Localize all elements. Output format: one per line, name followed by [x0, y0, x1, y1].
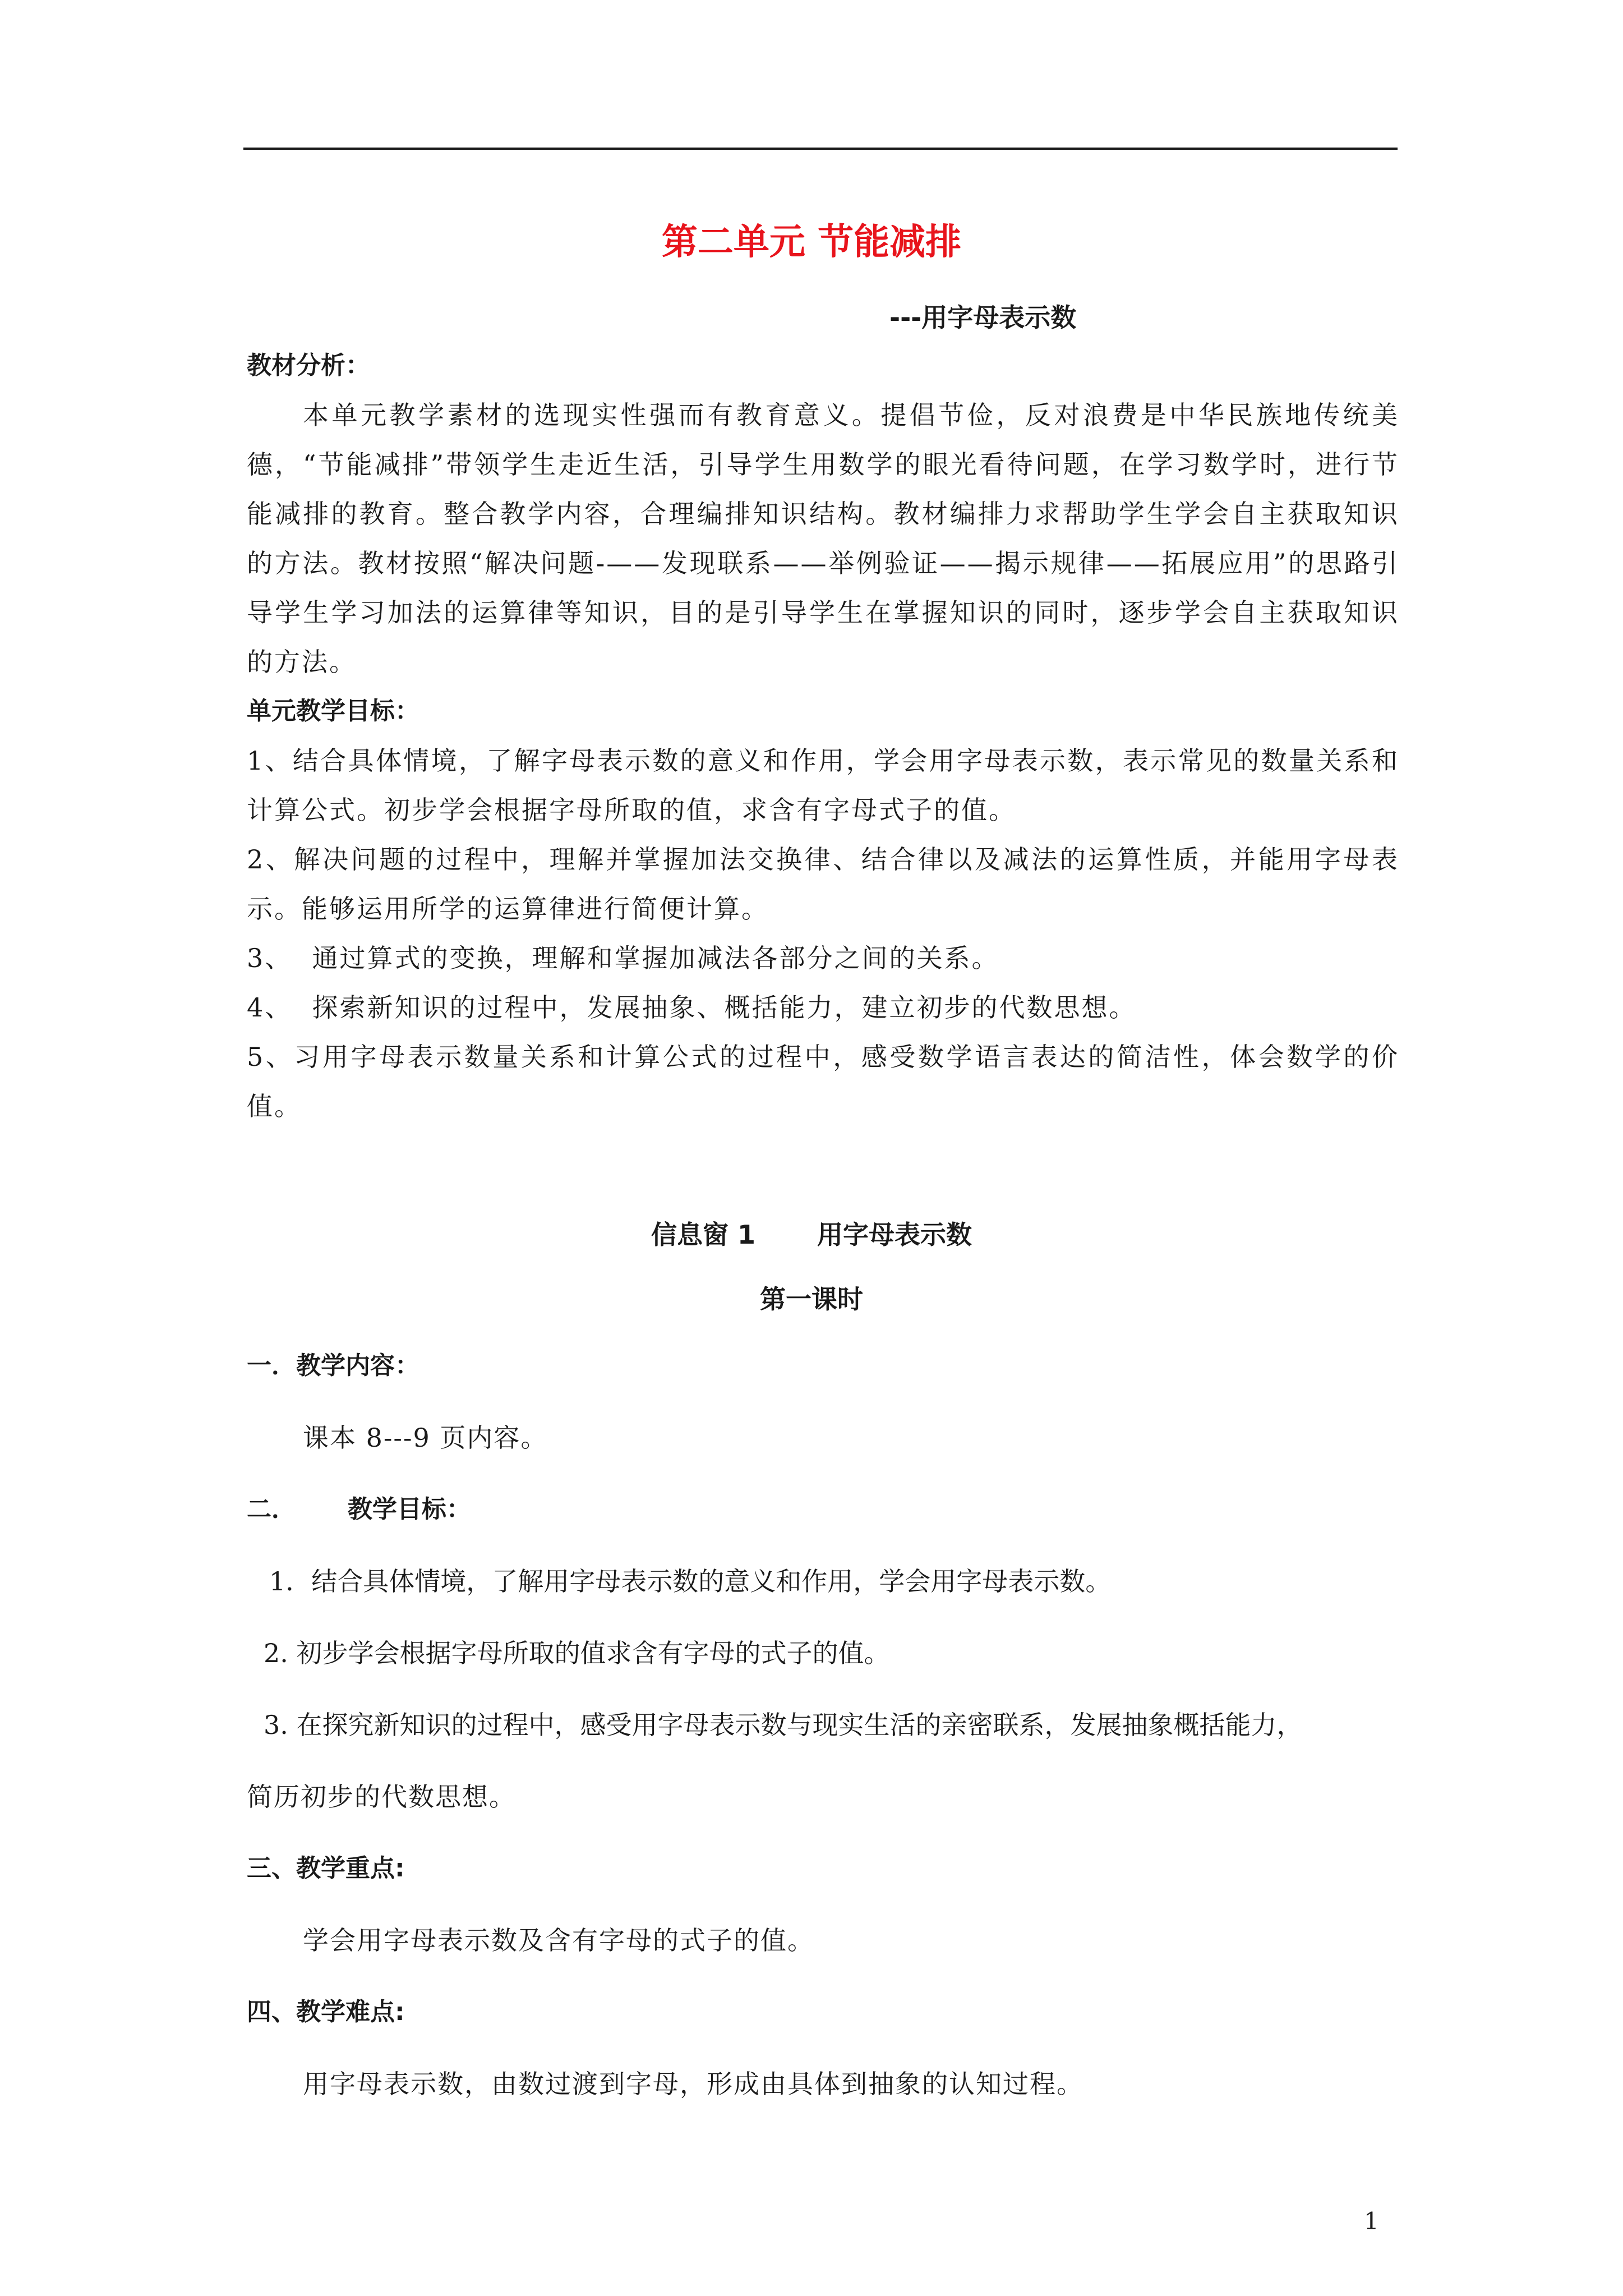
difficulty-text: 用字母表示数，由数过渡到字母，形成由具体到抽象的认知过程。: [303, 2069, 1083, 2099]
analysis-heading: 教材分析：: [247, 351, 370, 380]
goals-heading: 二． 教学目标：: [247, 1495, 471, 1524]
page-number: 1: [1364, 2207, 1379, 2235]
lesson-goal-item: 3. 在探究新知识的过程中，感受用字母表示数与现实生活的亲密联系，发展抽象概括能力，: [264, 1710, 1303, 1740]
content-heading: 一．教学内容：: [247, 1351, 419, 1380]
analysis-section: [247, 341, 1399, 687]
lesson-plan: [247, 1349, 1399, 2139]
key-points-text: 学会用字母表示数及含有字母的式子的值。: [303, 1925, 814, 1955]
unit-goal-item: 1、结合具体情境，了解字母表示数的意义和作用，学会用字母表示数，表示常见的数量关系和计算公式。初步学会根据字母所取的值，求含有字母式子的值。: [247, 746, 1399, 825]
unit-subtitle: ---用字母表示数: [889, 302, 1077, 333]
info-window-topic: 用字母表示数: [817, 1220, 972, 1250]
content-text: 课本 8---9 页内容。: [303, 1423, 548, 1453]
lesson-goal-continued: 简历初步的代数思想。: [247, 1782, 516, 1812]
info-window-title: [0, 1214, 1623, 1251]
lesson-goal-item: 1．结合具体情境，了解用字母表示数的意义和作用，学会用字母表示数。: [269, 1566, 1112, 1596]
unit-goal-item: 5、习用字母表示数量关系和计算公式的过程中，感受数学语言表达的简洁性，体会数学的价值。: [247, 1042, 1399, 1121]
lesson-goal-item: 2. 初步学会根据字母所取的值求含有字母的式子的值。: [264, 1638, 890, 1668]
unit-goal-item: 2、解决问题的过程中，理解并掌握加法交换律、结合律以及减法的运算性质，并能用字母表示。能够运用所学的运算律进行简便计算。: [247, 844, 1399, 924]
analysis-paragraph: 本单元教学素材的选现实性强而有教育意义。提倡节俭，反对浪费是中华民族地传统美德，“节能减排”带领学生走近生活，引导学生用数学的眼光看待问题，在学习数学时，进行节能减排的教育。整合教学内容，合理编排知识结构。教材编排力求帮助学生学会自主获取知识的方法。教材按照“解决问题-——发现联系——举例验证——揭示规律——拓展应用”的思路引导学生学习加法的运算律等知识，目的是引导学生在掌握知识的同时，逐步学会自主获取知识的方法。: [247, 400, 1399, 677]
lesson-period: 第一课时: [760, 1284, 863, 1314]
header-rule: [243, 148, 1398, 150]
key-points-heading: 三、教学重点:: [247, 1854, 405, 1883]
unit-goal-item: 4、 探索新知识的过程中，发展抽象、概括能力，建立初步的代数思想。: [247, 992, 1137, 1023]
difficulty-heading: 四、教学难点:: [247, 1998, 405, 2026]
unit-goals-heading: 单元教学目标：: [247, 697, 419, 725]
unit-title: 第二单元 节能减排: [661, 222, 962, 263]
unit-goals-section: [247, 687, 1399, 1131]
info-window-label: 信息窗 1: [651, 1220, 756, 1250]
unit-goal-item: 3、 通过算式的变换，理解和掌握加减法各部分之间的关系。: [247, 943, 999, 973]
